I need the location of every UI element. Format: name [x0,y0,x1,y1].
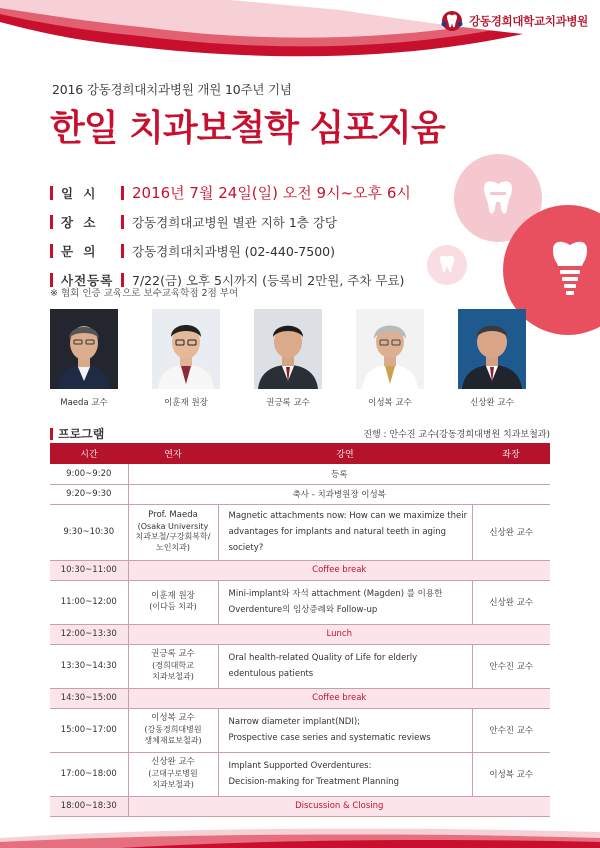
speaker-card [152,309,220,408]
time-cell: 17:00~18:00 [50,752,128,796]
speaker-card [356,309,424,408]
table-row [50,644,550,688]
program-header [50,425,550,441]
speaker-cell: 이성복 교수 (강동경희대병원 생체재료보철과) [128,708,218,752]
speaker-cell: Prof. Maeda (Osaka University 치과보철/구강회복학/ 노인치과) [128,504,218,560]
speaker-photo [152,309,220,389]
table-row [50,484,550,504]
session-cell: Coffee break [128,688,550,708]
time-cell: 14:30~15:00 [50,688,128,708]
column-header: 좌장 [472,443,550,464]
time-cell: 9:00~9:20 [50,464,128,484]
table-row [50,560,550,580]
table-row [50,796,550,816]
speaker-card [50,309,118,408]
time-cell: 11:00~12:00 [50,580,128,624]
table-row [50,708,550,752]
table-row [50,624,550,644]
info-value-registration: 7/22(금) 오후 5시까지 (등록비 2만원, 주차 무료) [132,272,405,288]
event-info [50,178,411,294]
column-header: 연자 [128,443,218,464]
info-label: 사전등록 [61,272,114,288]
session-cell: Lunch [128,624,550,644]
table-header-row [50,443,550,464]
tooth-logo-icon [440,10,464,32]
event-subtitle: 2016 강동경희대치과병원 개원 10주년 기념 [52,82,292,97]
footer-decoration [0,818,600,848]
speaker-cell: 신상완 교수 (고대구로병원 치과보철과) [128,752,218,796]
topic-cell: Mini-implant와 자석 attachment (Magden) 를 이용한 Overdenture의 임상증례와 Follow-up [218,580,472,624]
time-cell: 9:30~10:30 [50,504,128,560]
info-value-date: 2016년 7월 24일(일) 오전 9시~오후 6시 [132,184,411,202]
session-cell: Discussion & Closing [128,796,550,816]
time-cell: 12:00~13:30 [50,624,128,644]
table-row [50,504,550,560]
table-row [50,580,550,624]
topic-cell: Oral health-related Quality of Life for elderly edentulous patients [218,644,472,688]
speaker-photo [458,309,526,389]
speaker-name: 권긍록 교수 [266,398,310,408]
speaker-photo [254,309,322,389]
program-title: 프로그램 [50,425,104,442]
event-title: 한일 치과보철학 심포지움 [50,108,445,149]
info-label: 일 시 [61,185,99,201]
info-row-contact [50,236,411,265]
small-tooth-icon [440,256,454,272]
topic-cell: Narrow diameter implant(NDI); Prospective case series and systematic reviews [218,708,472,752]
speaker-card [254,309,322,408]
chair-cell: 안수진 교수 [472,644,550,688]
info-value-contact: 강동경희대치과병원 (02-440-7500) [132,243,335,259]
speaker-name: Maeda 교수 [60,398,108,408]
speaker-gallery [50,309,530,411]
info-label: 문 의 [61,243,99,259]
program-moderator: 진행 : 안수진 교수(강동경희대병원 치과보철과) [363,430,550,440]
session-cell: 등록 [128,464,550,484]
speaker-cell: 권긍록 교수 (경희대학교 치과보철과) [128,644,218,688]
session-cell: Coffee break [128,560,550,580]
speaker-cell: 이훈재 원장 (이다듬 치과) [128,580,218,624]
chair-cell: 신상완 교수 [472,580,550,624]
chair-cell: 안수진 교수 [472,708,550,752]
topic-cell: Magnetic attachments now: How can we maximize their advantages for implants and natural teeth in aging society? [218,504,472,560]
table-row [50,752,550,796]
speaker-photo [356,309,424,389]
info-label: 장 소 [61,214,99,230]
chair-cell: 이성복 교수 [472,752,550,796]
time-cell: 18:00~18:30 [50,796,128,816]
program-table [50,443,550,817]
speaker-name: 신상완 교수 [470,398,514,408]
tooth-icon [484,181,512,213]
column-header: 시간 [50,443,128,464]
hospital-name: 강동경희대학교치과병원 [469,14,588,28]
info-row-venue [50,207,411,236]
info-row-date [50,178,411,207]
table-row [50,688,550,708]
speaker-name: 이성복 교수 [368,398,412,408]
table-row [50,464,550,484]
time-cell: 10:30~11:00 [50,560,128,580]
speaker-card [458,309,526,408]
chair-cell: 신상완 교수 [472,504,550,560]
speaker-photo [50,309,118,389]
info-value-venue: 강동경희대교병원 별관 지하 1층 강당 [132,214,337,230]
topic-cell: Implant Supported Overdentures: Decision-making for Treatment Planning [218,752,472,796]
implant-tooth-icon [553,242,587,295]
column-header: 강연 [218,443,472,464]
speaker-name: 이훈재 원장 [164,398,208,408]
session-cell: 축사 - 치과병원장 이성복 [128,484,550,504]
credit-note: ※ 협회 인증 교육으로 보수교육학점 2점 부여 [50,288,239,299]
hospital-logo [440,10,588,32]
time-cell: 9:20~9:30 [50,484,128,504]
time-cell: 15:00~17:00 [50,708,128,752]
time-cell: 13:30~14:30 [50,644,128,688]
